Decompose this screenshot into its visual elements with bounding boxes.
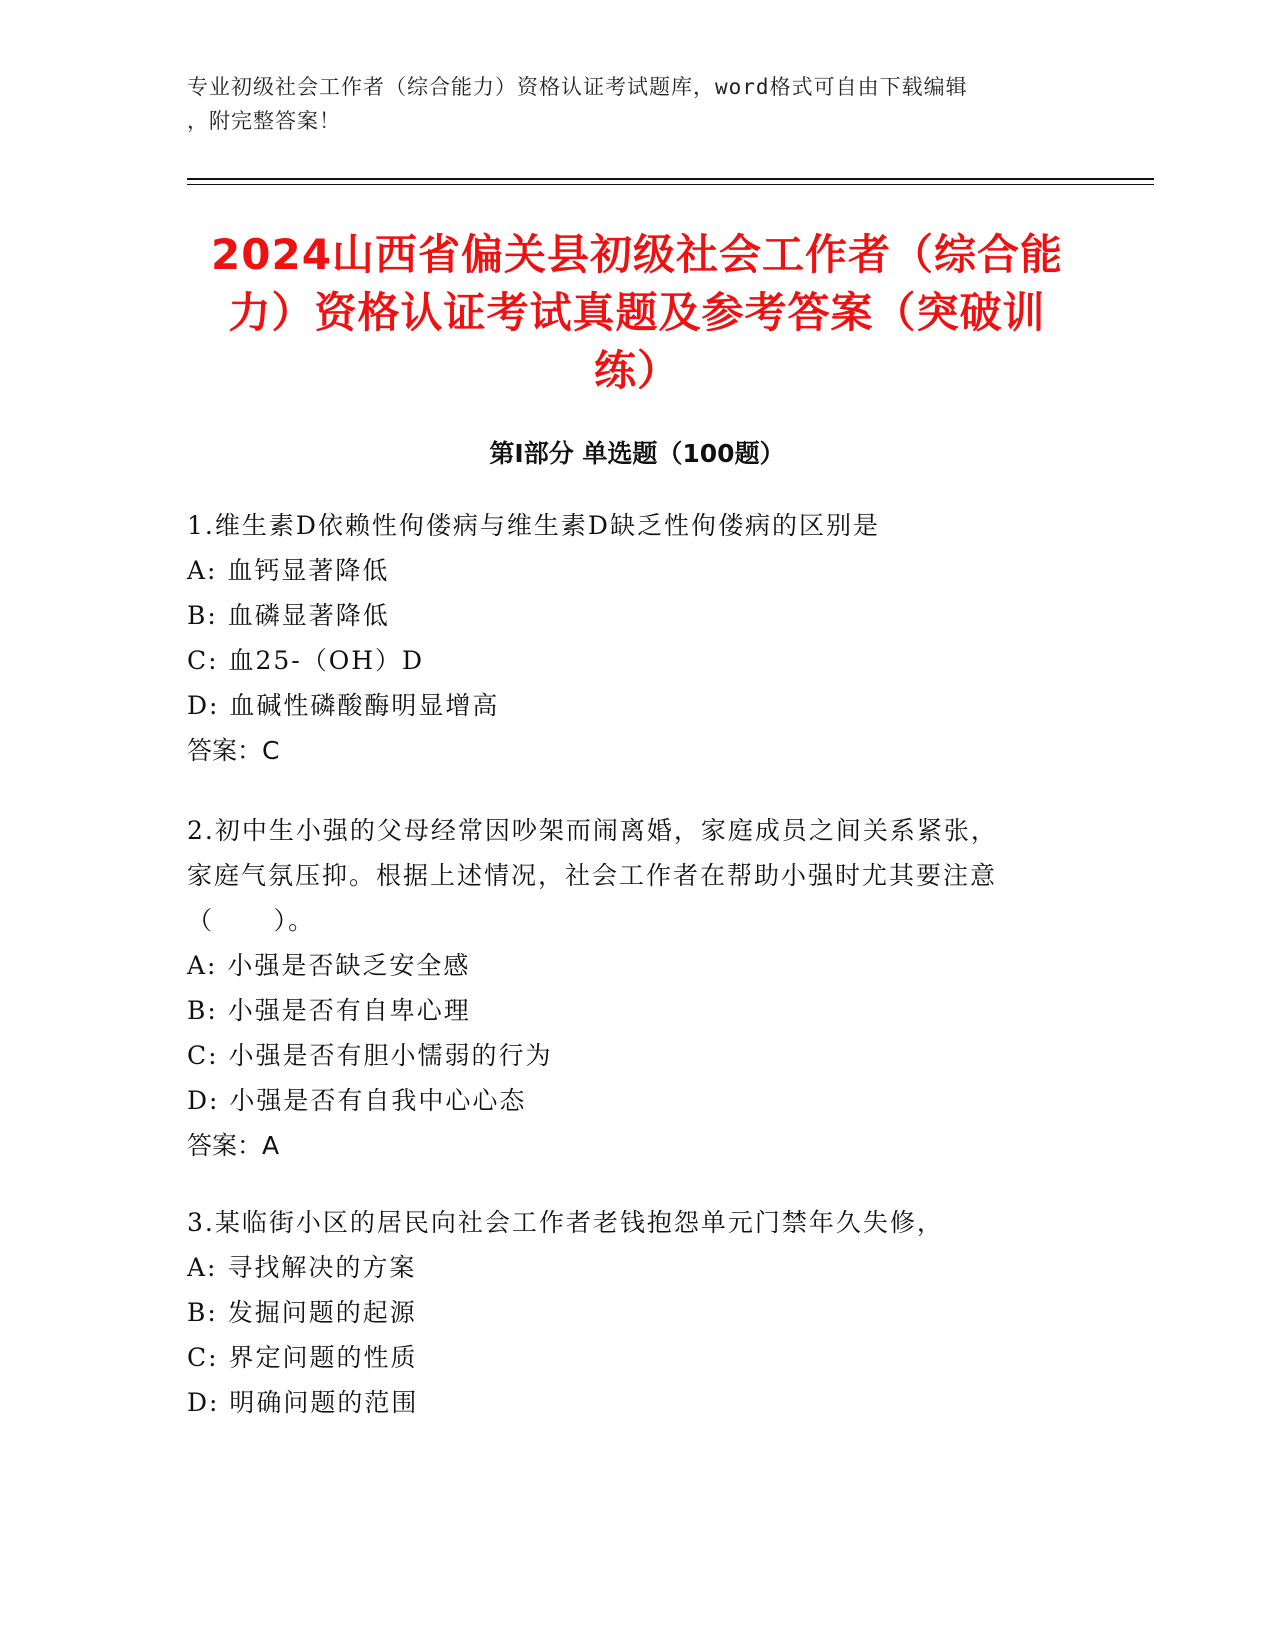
question-3 xyxy=(187,1200,1067,1425)
option-d: D: 血碱性磷酸酶明显增高 xyxy=(187,691,500,720)
option-b: B: 发掘问题的起源 xyxy=(187,1298,417,1327)
document-title-line-3: 练） xyxy=(593,346,680,395)
question-stem: 1.维生素D依赖性佝偻病与维生素D缺乏性佝偻病的区别是 xyxy=(187,511,880,540)
option-a: A: 小强是否缺乏安全感 xyxy=(187,951,471,980)
document-title-line-2: 力）资格认证考试真题及参考答案（突破训 xyxy=(228,288,1046,337)
question-2 xyxy=(187,808,1067,1168)
option-d: D: 小强是否有自我中心心态 xyxy=(187,1086,527,1115)
header-note-line-2: ，附完整答案！ xyxy=(187,109,341,133)
option-b: B: 血磷显著降低 xyxy=(187,601,390,630)
option-c: C: 小强是否有胆小懦弱的行为 xyxy=(187,1041,553,1070)
header-rule-thin xyxy=(187,184,1154,185)
question-stem-line-3: （ ）。 xyxy=(187,906,316,935)
section-title: 第Ⅰ部分 单选题（100题） xyxy=(489,439,785,468)
question-1 xyxy=(187,503,1067,773)
question-stem-line-2: 家庭气氛压抑。根据上述情况，社会工作者在帮助小强时尤其要注意 xyxy=(187,861,998,890)
option-d: D: 明确问题的范围 xyxy=(187,1388,419,1417)
header-rule-thick xyxy=(187,178,1154,180)
answer: 答案：A xyxy=(187,1131,280,1160)
option-b: B: 小强是否有自卑心理 xyxy=(187,996,471,1025)
option-a: A: 血钙显著降低 xyxy=(187,556,390,585)
option-a: A: 寻找解决的方案 xyxy=(187,1253,417,1282)
option-c: C: 血25-（OH）D xyxy=(187,646,425,675)
header-note-line-1: 专业初级社会工作者（综合能力）资格认证考试题库，word格式可自由下载编辑 xyxy=(187,75,968,99)
option-c: C: 界定问题的性质 xyxy=(187,1343,418,1372)
header-note xyxy=(187,70,1067,138)
answer: 答案：C xyxy=(187,736,280,765)
question-stem-line-1: 2.初中生小强的父母经常因吵架而闹离婚，家庭成员之间关系紧张， xyxy=(187,816,998,845)
document-title-line-1: 2024山西省偏关县初级社会工作者（综合能 xyxy=(211,230,1063,279)
question-stem: 3.某临街小区的居民向社会工作者老钱抱怨单元门禁年久失修， xyxy=(187,1208,944,1237)
document-title xyxy=(187,226,1087,400)
